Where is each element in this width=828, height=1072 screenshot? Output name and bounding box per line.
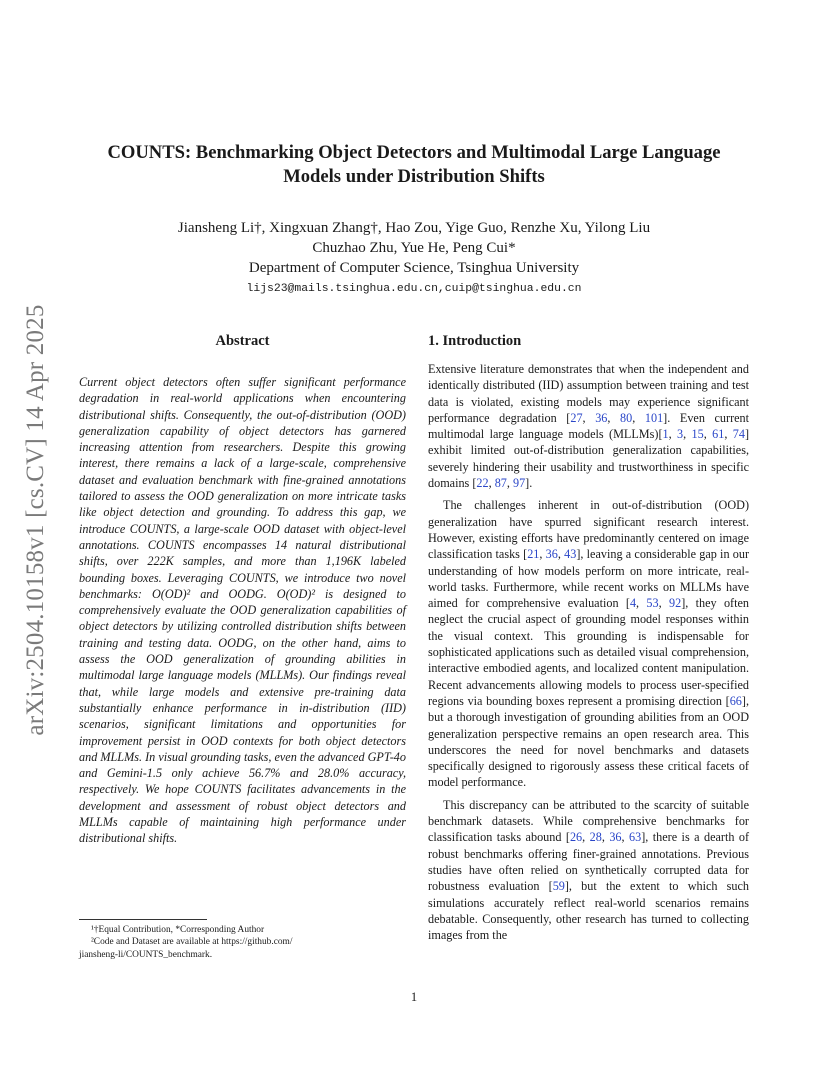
citation-link[interactable]: 26: [569, 830, 583, 845]
citation-link[interactable]: 74: [732, 427, 745, 442]
introduction-heading: 1. Introduction: [428, 333, 522, 349]
citation-link[interactable]: 43: [564, 547, 577, 562]
citation-link[interactable]: 66: [729, 693, 742, 708]
author-emails: lijs23@mails.tsinghua.edu.cn,cuip@tsinghua.edu.cn: [246, 283, 582, 295]
left-column: [79, 330, 406, 847]
footnote-2-line-1: ²Code and Dataset are available at https://github.com/: [91, 937, 293, 948]
citation-link[interactable]: 4: [629, 596, 637, 611]
footnote-2-line-2: jiansheng-li/COUNTS_benchmark.: [79, 949, 213, 960]
citation-link[interactable]: 22: [476, 476, 489, 491]
paper-title: COUNTS: Benchmarking Object Detectors and Multimodal Large Language Models under Distribution Shifts: [107, 142, 721, 187]
citation-link[interactable]: 27: [570, 410, 583, 425]
footnote-rule: [79, 919, 207, 920]
authors-line-1: Jiansheng Li†, Xingxuan Zhang†, Hao Zou, Yige Guo, Renzhe Xu, Yilong Liu: [177, 220, 651, 236]
citation-link[interactable]: 53: [646, 596, 659, 611]
citation-link[interactable]: 36: [609, 830, 622, 845]
footnote-1: ¹†Equal Contribution, *Corresponding Author: [91, 925, 265, 935]
affiliation: Department of Computer Science, Tsinghua University: [248, 260, 580, 276]
citation-link[interactable]: 87: [494, 476, 507, 491]
citation-link[interactable]: 59: [552, 879, 565, 894]
citation-link[interactable]: 28: [589, 830, 602, 845]
intro-paragraph-2: The challenges inherent in out-of-distribution (OOD) generalization have spurred significant research interest. However, existing efforts have predominantly centered on image classification tasks [21, 36, 43], leaving a considerable gap in our understanding of how models perform on more intricate, real-world tasks. Furthermore, while recent works on MLLMs have aimed for comprehensive evaluation [4, 53, 92], they often neglect the crucial aspect of grounding model responses within the visual context. This grounding is indispensable for sophisticated applications such as detailed visual comprehension, interactive embodied agents, and localized content manipulation. Recent advancements allowing models to process user-specified regions via bounding boxes represent a promising direction [66], but a thorough investigation of grounding abilities from an OOD generalization perspective remains an open research area. This underscores the need for novel benchmarks and datasets specifically designed to rigorously assess these critical facets of model performance.: [428, 498, 750, 790]
citation-link[interactable]: 61: [712, 427, 725, 442]
citation-link[interactable]: 36: [595, 410, 608, 425]
citation-link[interactable]: 15: [691, 427, 704, 442]
authors-line-2: Chuzhao Zhu, Yue He, Peng Cui*: [312, 240, 516, 256]
arxiv-sidebar-stamp: [16, 280, 56, 760]
citation-link[interactable]: 1: [662, 427, 669, 442]
citation-link[interactable]: 3: [677, 427, 684, 442]
abstract-text: Current object detectors often suffer significant performance degradation in real-world applications when encountering distributional shifts. Consequently, the out-of-distribution (OOD) generalization capability of object detectors has garnered increasing attention from researchers. Despite this growing interest, there remains a lack of a large-scale, comprehensive dataset and evaluation benchmark with fine-grained annotations tailored to assess the OOD generalization on more intricate tasks like object detection and grounding. To address this gap, we introduce COUNTS, a large-scale OOD dataset with object-level annotations. COUNTS encompasses 14 natural distributional shifts, over 222K samples, and more than 1,196K labeled bounding boxes. Leveraging COUNTS, we introduce two novel benchmarks: O(OD)² and OODG. O(OD)² is designed to comprehensively evaluate the OOD generalization capabilities of object detectors by utilizing controlled distribution shifts between training and testing data. OODG, on the other hand, aims to assess the OOD generalization of grounding abilities in multimodal large language models (MLLMs). Our findings reveal that, while large models and extensive pre-training data substantially enhance performance in in-distribution (IID) scenarios, significant limitations and opportunities for improvement persist in OOD contexts for both object detectors and MLLMs. In visual grounding tasks, even the advanced GPT-4o and Gemini-1.5 only achieve 56.7% and 28.0% accuracy, respectively. We hope COUNTS facilitates advancements in the development and assessment of robust object detectors and MLLMs capable of maintaining high performance under distributional shifts.: [79, 375, 406, 846]
abstract-heading: Abstract: [215, 333, 270, 349]
arxiv-id-text: arXiv:2504.10158v1 [cs.CV] 14 Apr 2025: [22, 304, 49, 736]
right-column: [428, 330, 749, 949]
citation-link[interactable]: 92: [669, 596, 682, 611]
citation-link[interactable]: 101: [644, 410, 664, 425]
intro-paragraph-3: This discrepancy can be attributed to the scarcity of suitable benchmark datasets. While comprehensive benchmarks for classification tasks abound [26, 28, 36, 63], there is a dearth of robust benchmarks offering finer-grained annotations. Previous studies have often relied on synthetically corrupted data for robustness evaluation [59], but the extent to which such simulations accurately reflect real-world scenarios remains debatable. Consequently, other research has turned to collecting images from the: [428, 797, 750, 943]
page-number: 1: [410, 990, 418, 1004]
intro-paragraph-1: Extensive literature demonstrates that when the independent and identically distributed (IID) assumption between training and test data is violated, existing models may experience significant performance degradation [27, 36, 80, 101]. Even current multimodal large language models (MLLMs)[1, 3, 15, 61, 74] exhibit limited out-of-distribution generalization capabilities, severely hindering their usability and trustworthiness in specific domains [22, 87, 97].: [428, 362, 750, 491]
citation-link[interactable]: 97: [512, 476, 526, 491]
citation-link[interactable]: 36: [545, 547, 558, 562]
citation-link[interactable]: 80: [620, 410, 633, 425]
author-block: [80, 218, 748, 300]
footnotes: [79, 919, 406, 961]
citation-link[interactable]: 21: [527, 547, 540, 562]
citation-link[interactable]: 63: [629, 830, 642, 845]
